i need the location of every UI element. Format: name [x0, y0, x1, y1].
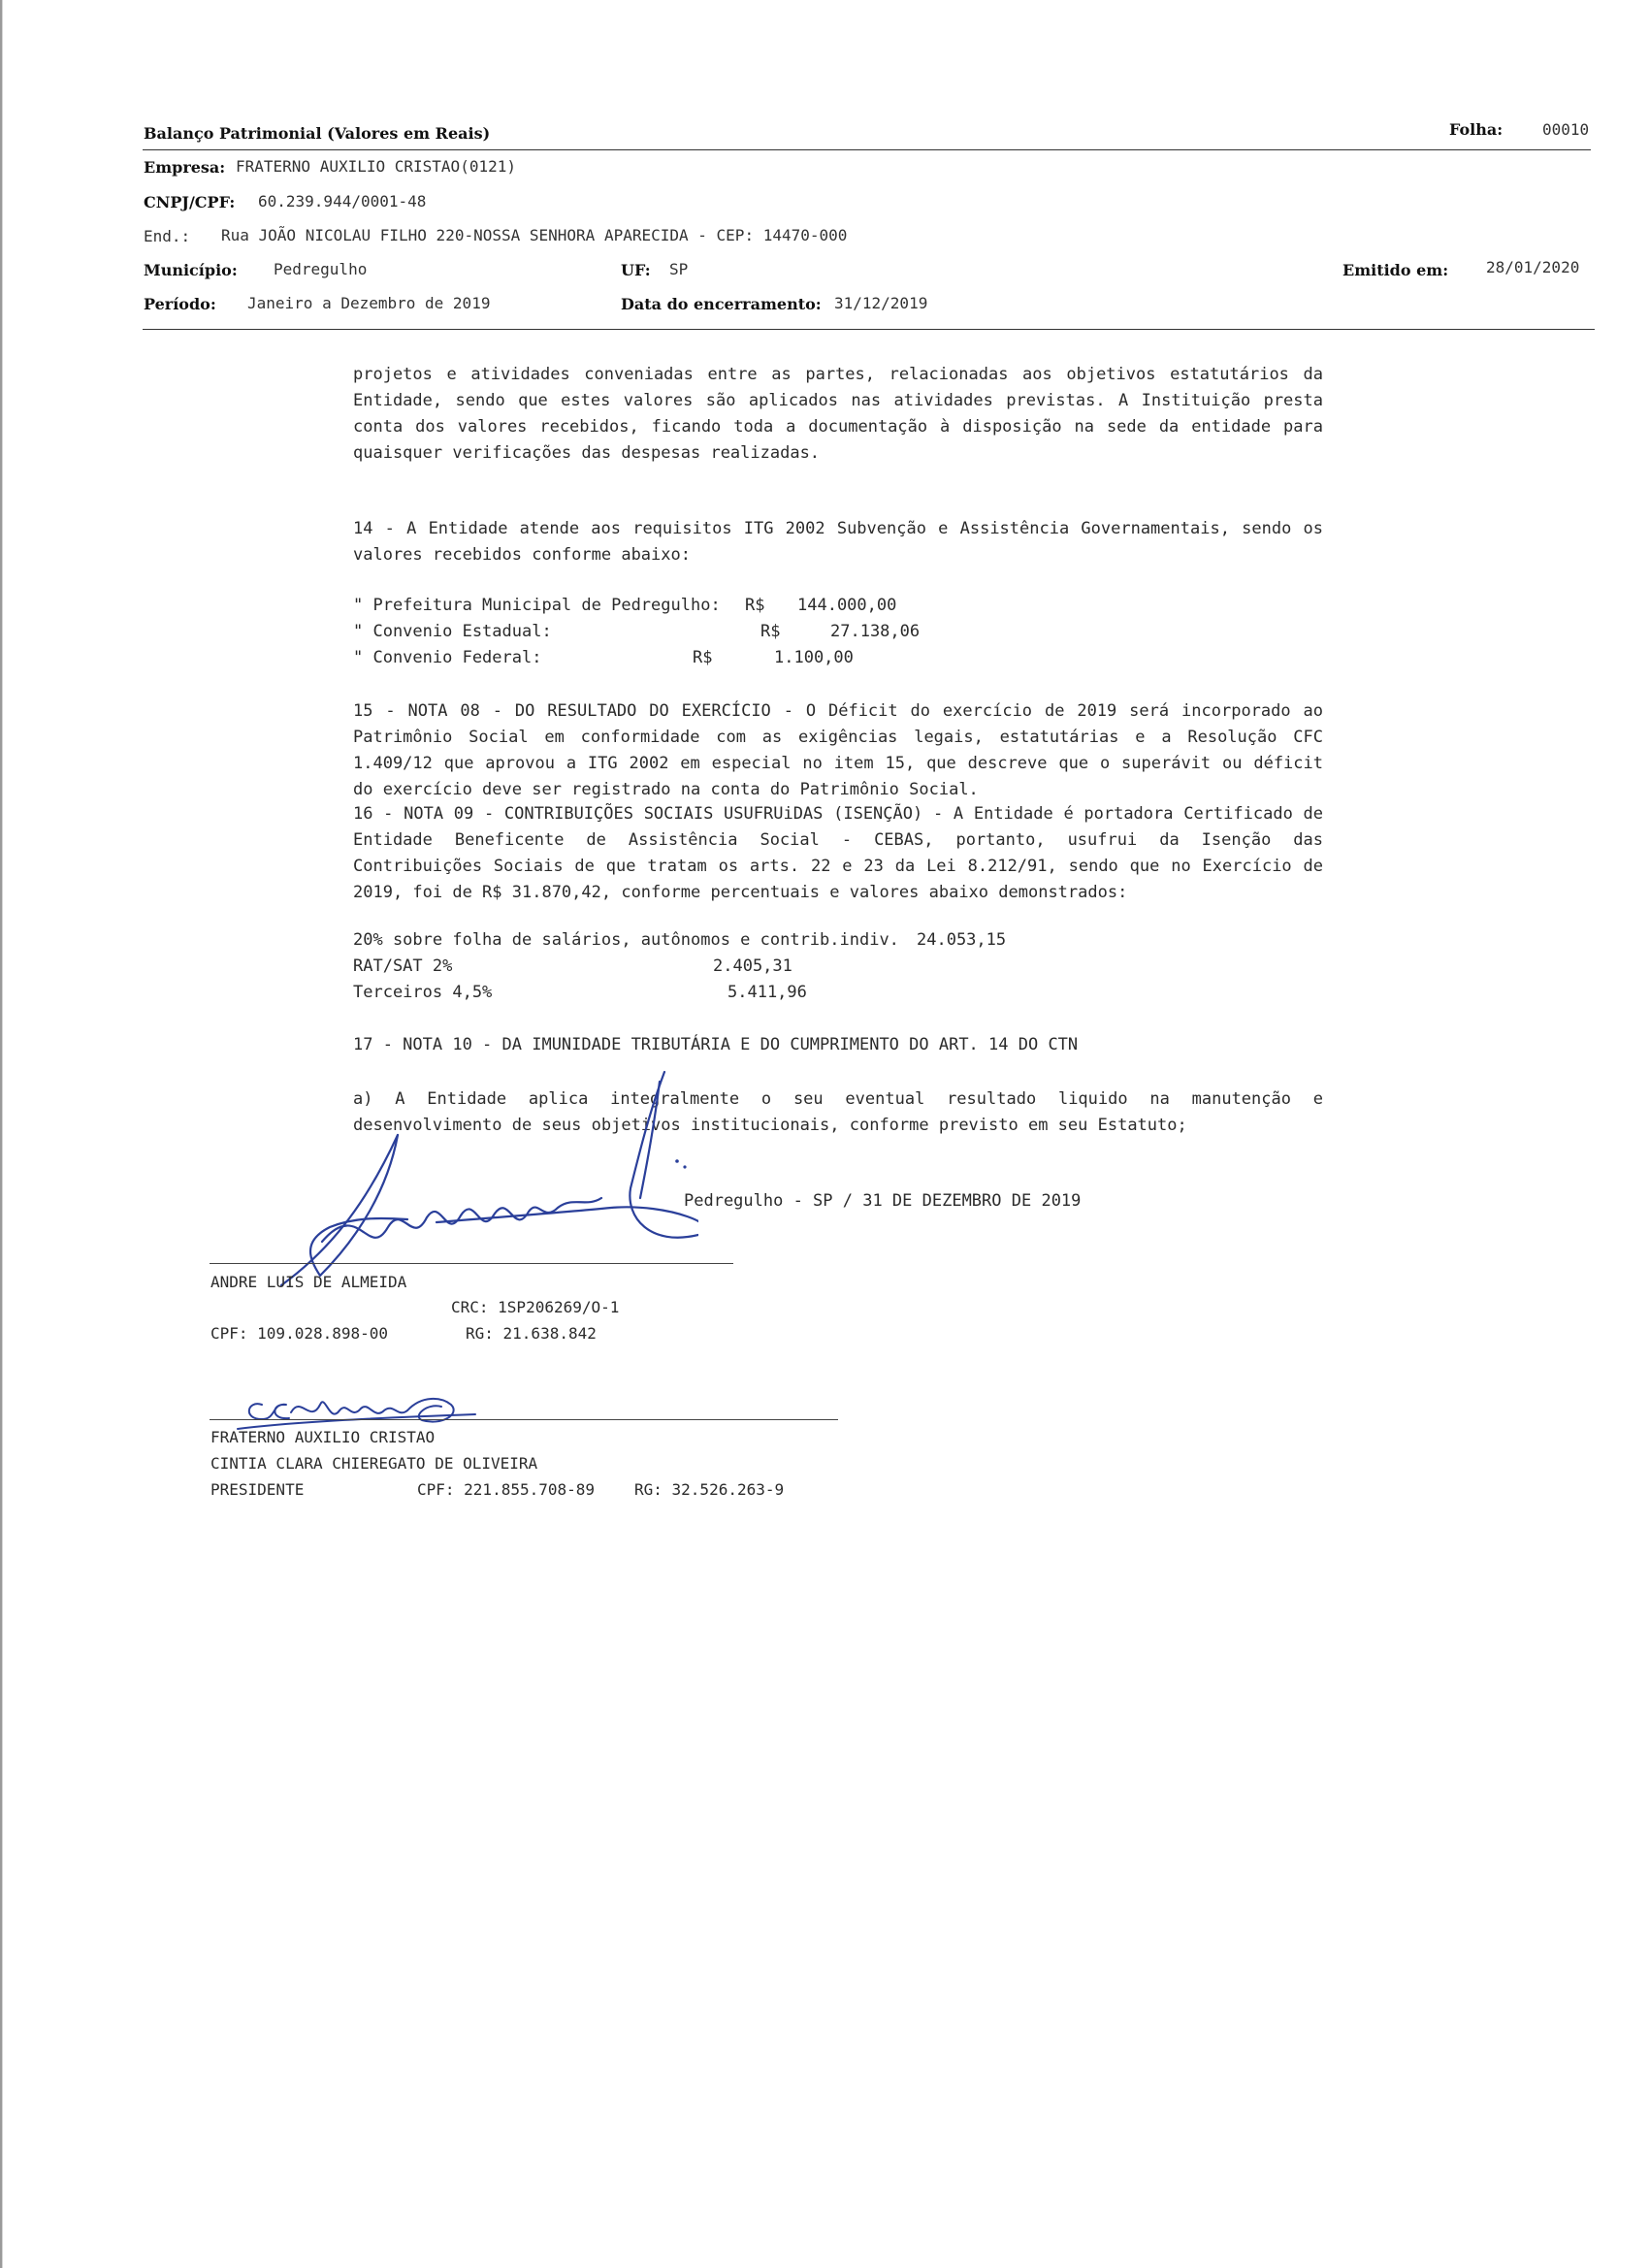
municipio-value: Pedregulho [274, 260, 368, 278]
periodo-label: Período: [144, 295, 216, 313]
accountant-cpf: CPF: 109.028.898-00 [210, 1324, 389, 1343]
header-rule-top [143, 149, 1591, 150]
cnpj-label: CNPJ/CPF: [144, 193, 236, 211]
scan-edge-shadow [2, 0, 3, 2268]
accountant-rg: RG: 21.638.842 [466, 1324, 597, 1343]
subsidy-currency: R$ [760, 622, 781, 641]
paragraph-14: 14 - A Entidade atende aos requisitos ITG 2002 Subvenção e Assistência Governamentais, sendo os valores recebidos conforme abaixo: [353, 519, 1323, 565]
subsidy-label: " Convenio Federal: [353, 648, 542, 667]
subsidy-currency: R$ [745, 596, 765, 615]
cnpj-value: 60.239.944/0001-48 [258, 192, 427, 211]
president-name: CINTIA CLARA CHIEREGATO DE OLIVEIRA [210, 1454, 538, 1473]
header-rule-bottom [143, 329, 1595, 330]
place-date: Pedregulho - SP / 31 DE DEZEMBRO DE 2019 [684, 1191, 1082, 1211]
document-title: Balanço Patrimonial (Valores em Reais) [144, 124, 491, 143]
subsidy-value: 27.138,06 [830, 622, 921, 641]
uf-label: UF: [621, 261, 651, 279]
paragraph-17-title: 17 - NOTA 10 - DA IMUNIDADE TRIBUTÁRIA E DO CUMPRIMENTO DO ART. 14 DO CTN [353, 1035, 1079, 1054]
folha-label: Folha: [1449, 120, 1504, 139]
uf-value: SP [669, 260, 689, 278]
subsidy-label: " Prefeitura Municipal de Pedregulho: [353, 596, 721, 615]
contribution-value: 2.405,31 [713, 956, 792, 976]
accountant-signature-line [210, 1263, 733, 1264]
contribution-label: 20% sobre folha de salários, autônomos e contrib.indiv. [353, 930, 899, 950]
subsidy-currency: R$ [693, 648, 713, 667]
contribution-label: Terceiros 4,5% [353, 983, 493, 1002]
president-signature-line [210, 1419, 838, 1420]
folha-value: 00010 [1542, 120, 1590, 139]
accountant-signature [242, 1053, 698, 1295]
paragraph-intro: projetos e atividades conveniadas entre as partes, relacionadas aos objetivos estatutários da Entidade, sendo que estes valores são aplicados nas atividades previstas. A Instituição presta conta dos valores recebidos, ficando toda a documentação à disposição na sede da entidade para quaisquer verificações das despesas realizadas. [353, 365, 1323, 463]
president-cpf: CPF: 221.855.708-89 [417, 1480, 596, 1499]
paragraph-16: 16 - NOTA 09 - CONTRIBUIÇÕES SOCIAIS USUFRUiDAS (ISENÇÃO) - A Entidade é portadora Certificado de Entidade Beneficente de Assistência Social - CEBAS, portanto, usufrui da Isenção das Contribuições Sociais de que tratam os arts. 22 e 23 da Lei 8.212/91, sendo que no Exercício de 2019, foi de R$ 31.870,42, conforme percentuais e valores abaixo demonstrados: [353, 804, 1323, 902]
endereco-value: Rua JOÃO NICOLAU FILHO 220-NOSSA SENHORA APARECIDA - CEP: 14470-000 [221, 226, 848, 244]
accountant-name: ANDRE LUIS DE ALMEIDA [210, 1273, 407, 1291]
empresa-value: FRATERNO AUXILIO CRISTAO(0121) [236, 157, 516, 176]
emitido-label: Emitido em: [1342, 261, 1449, 279]
paragraph-15: 15 - NOTA 08 - DO RESULTADO DO EXERCÍCIO - O Déficit do exercício de 2019 será incorporado ao Patrimônio Social em conformidade com as exigências legais, estatutárias e a Resolução CFC 1.409/12 que aprovou a ITG 2002 em especial no item 15, que descreve que o superávit ou déficit do exercício deve ser registrado na conta do Patrimônio Social. [353, 701, 1323, 799]
accountant-crc: CRC: 1SP206269/O-1 [451, 1298, 620, 1316]
subsidy-value: 144.000,00 [797, 596, 897, 615]
contribution-value: 5.411,96 [728, 983, 807, 1002]
subsidy-label: " Convenio Estadual: [353, 622, 552, 641]
periodo-value: Janeiro a Dezembro de 2019 [247, 294, 491, 312]
endereco-label: End.: [144, 227, 191, 245]
subsidy-value: 1.100,00 [774, 648, 854, 667]
president-rg: RG: 32.526.263-9 [634, 1480, 785, 1499]
contribution-label: RAT/SAT 2% [353, 956, 453, 976]
paragraph-17a: a) A Entidade aplica integralmente o seu eventual resultado liquido na manutenção e desenvolvimento de seus objetivos institucionais, conforme previsto em seu Estatuto; [353, 1089, 1323, 1135]
encerramento-value: 31/12/2019 [834, 294, 928, 312]
empresa-label: Empresa: [144, 158, 226, 177]
contribution-value: 24.053,15 [917, 930, 1007, 950]
encerramento-label: Data do encerramento: [621, 295, 822, 313]
municipio-label: Município: [144, 261, 238, 279]
entity-name: FRATERNO AUXILIO CRISTAO [210, 1428, 436, 1446]
emitido-value: 28/01/2020 [1486, 258, 1580, 276]
president-title: PRESIDENTE [210, 1480, 305, 1499]
